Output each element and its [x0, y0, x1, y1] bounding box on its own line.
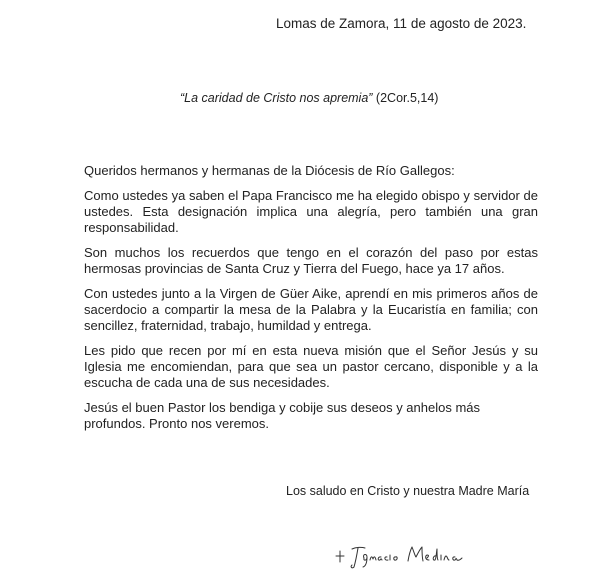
paragraph-prayer-request: Les pido que recen por mí en esta nueva misión que el Señor Jesús y su Iglesia me encomiendan, para que sea un pastor cercano, disponible y a la escucha de cada una de sus necesidades. [84, 343, 538, 390]
paragraph-designation: Como ustedes ya saben el Papa Francisco me ha elegido obispo y servidor de ustedes. Esta designación implica una alegría, pero también una gran responsabilidad. [84, 188, 538, 235]
epigraph [180, 91, 438, 105]
place-and-date: Lomas de Zamora, 11 de agosto de 2023. [276, 16, 527, 31]
closing-salutation: Los saludo en Cristo y nuestra Madre María [286, 484, 530, 498]
epigraph-reference: (2Cor.5,14) [372, 91, 439, 105]
epigraph-quote: “La caridad de Cristo nos apremia” [180, 91, 373, 105]
handwritten-signature [332, 540, 472, 570]
letter-body [84, 163, 538, 441]
paragraph-blessing: Jesús el buen Pastor los bendiga y cobije sus deseos y anhelos más profundos. Pronto nos veremos. [84, 400, 481, 431]
greeting: Queridos hermanos y hermanas de la Diócesis de Río Gallegos: [84, 163, 455, 178]
paragraph-memories: Son muchos los recuerdos que tengo en el corazón del paso por estas hermosas provincias de Santa Cruz y Tierra del Fuego, hace ya 17 años. [84, 245, 538, 276]
paragraph-guer-aike: Con ustedes junto a la Virgen de Güer Aike, aprendí en mis primeros años de sacerdocio a compartir la mesa de la Palabra y la Eucaristía en familia; con sencillez, fraternidad, trabajo, humildad y entrega. [84, 286, 538, 333]
